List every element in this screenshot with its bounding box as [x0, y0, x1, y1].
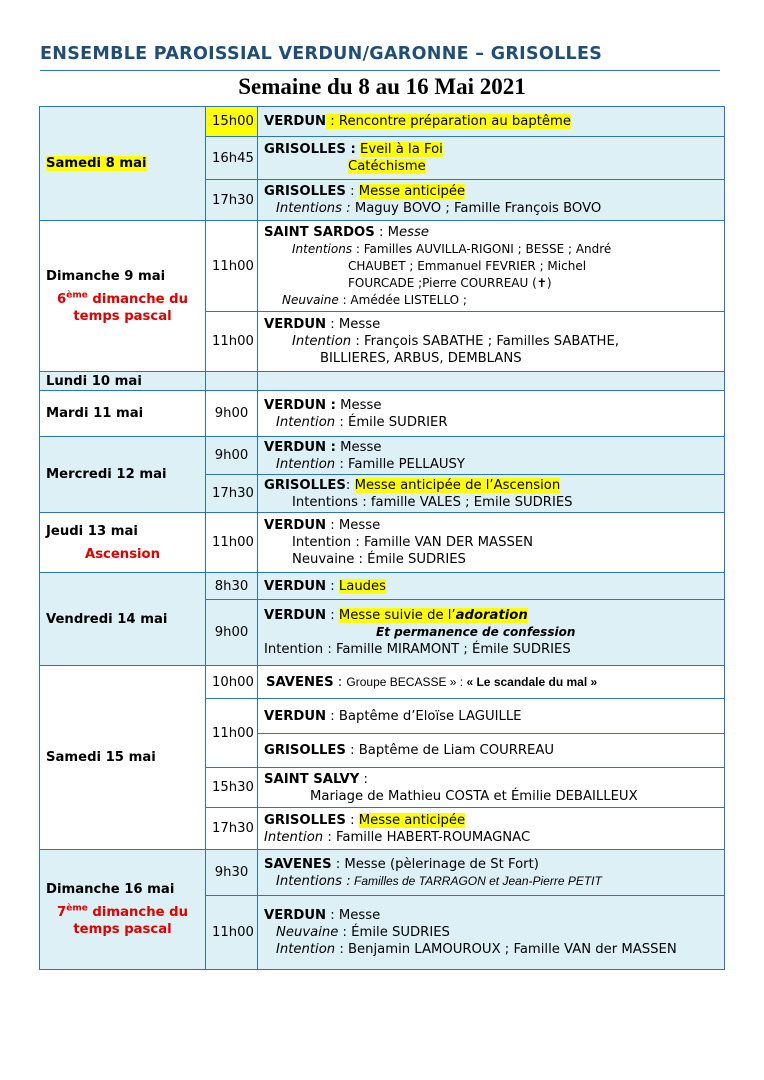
event-text: Messe anticipée	[358, 812, 466, 828]
day-label: Dimanche 9 mai	[46, 268, 166, 284]
intention-label: Intention	[292, 334, 352, 349]
separator: :	[345, 812, 359, 828]
event-place: VERDUN	[264, 908, 327, 923]
separator: : M	[374, 224, 399, 240]
time-cell: 9h00	[206, 437, 258, 475]
feast-label: temps pascal	[73, 308, 172, 324]
day-label: Samedi 8 mai	[46, 156, 147, 171]
feast-label: temps pascal	[73, 922, 172, 937]
event-place: VERDUN	[264, 114, 327, 129]
intention-text: Intention : Famille MIRAMONT ; Émile SUDRIES	[264, 642, 571, 657]
event-text: : Baptême d’Eloïse LAGUILLE	[326, 708, 522, 724]
intention-label: Intentions :	[276, 873, 351, 889]
event-text: : Messe	[326, 908, 381, 923]
time-cell: 9h00	[206, 600, 258, 666]
event-text: Mariage de Mathieu COSTA et Émilie DEBAILLEUX	[310, 788, 638, 804]
event-cell	[258, 312, 725, 372]
time-cell: 15h00	[206, 107, 258, 137]
feast-text: dimanche du	[87, 905, 188, 920]
time-cell: 11h00	[206, 896, 258, 970]
event-cell	[258, 734, 725, 768]
event-cell	[258, 180, 725, 221]
event-cell	[258, 137, 725, 180]
table-row	[40, 372, 725, 391]
event-text: : Messe	[326, 317, 381, 332]
event-cell	[258, 896, 725, 970]
event-text: adoration	[455, 608, 528, 623]
event-text: Groupe BECASSE » :	[346, 674, 467, 689]
day-cell	[40, 107, 206, 221]
feast-text: dimanche du	[87, 291, 188, 307]
event-place: VERDUN	[264, 578, 327, 594]
event-place: VERDUN	[264, 608, 327, 623]
table-row	[40, 573, 725, 600]
event-cell	[258, 768, 725, 808]
table-row	[40, 107, 725, 137]
table-row	[40, 666, 725, 699]
intention-text: BILLIERES, ARBUS, DEMBLANS	[320, 351, 522, 366]
schedule-table	[39, 106, 725, 970]
separator: :	[326, 608, 339, 623]
neuvaine-label: Neuvaine	[276, 925, 339, 940]
event-text: Messe	[335, 397, 382, 413]
day-cell	[40, 391, 206, 437]
time-cell: 11h00	[206, 513, 258, 573]
week-title: Semaine du 8 au 16 Mai 2021	[238, 74, 526, 99]
event-place: SAVENES	[266, 674, 334, 690]
event-place: VERDUN :	[264, 397, 336, 413]
time-cell: 11h00	[206, 312, 258, 372]
intention-text: Intentions : famille VALES ; Emile SUDRIES	[292, 494, 573, 510]
intention-text: Intention : Famille VAN DER MASSEN	[292, 535, 534, 550]
event-cell	[258, 600, 725, 666]
intention-label: Intention	[264, 829, 324, 845]
event-text: Eveil à la Foi	[359, 142, 443, 157]
intention-text: Maguy BOVO ; Famille François BOVO	[350, 201, 602, 216]
event-place: VERDUN	[264, 518, 327, 533]
event-cell	[258, 221, 725, 312]
event-place: GRISOLLES :	[264, 142, 356, 157]
day-cell	[40, 850, 206, 970]
feast-sup: ème	[66, 903, 88, 914]
table-row	[40, 391, 725, 437]
event-cell	[258, 573, 725, 600]
intention-label: Intention	[276, 414, 336, 430]
feast-sup: ème	[66, 290, 88, 301]
day-cell	[40, 437, 206, 513]
feast-number: 6	[57, 291, 67, 307]
parish-header	[40, 44, 720, 64]
event-place: GRISOLLES	[264, 812, 346, 828]
intention-text: : Famille PELLAUSY	[335, 456, 465, 472]
confession-text: Et permanence de confession	[376, 625, 576, 639]
time-cell: 16h45	[206, 137, 258, 180]
day-cell	[40, 372, 206, 391]
time-cell: 11h00	[206, 221, 258, 312]
day-label: Dimanche 16 mai	[46, 882, 175, 897]
intention-text: : Famille HABERT-ROUMAGNAC	[323, 829, 531, 845]
separator: :	[326, 578, 339, 594]
event-place: SAVENES	[264, 856, 332, 872]
neuvaine-text: : Amédée LISTELLO ;	[338, 292, 467, 307]
event-cell	[258, 391, 725, 437]
table-row	[40, 221, 725, 312]
event-text: Messe anticipée	[358, 184, 466, 199]
event-cell	[258, 475, 725, 513]
event-text: Messe anticipée de l’Ascension	[354, 477, 561, 493]
intention-text: : Benjamin LAMOUROUX ; Famille VAN der MASSEN	[335, 942, 677, 957]
day-label: Mardi 11 mai	[46, 406, 144, 421]
event-place: SAINT SARDOS	[264, 224, 375, 240]
event-text: Messe suivie de l’	[338, 608, 456, 623]
neuvaine-text: : Émile SUDRIES	[338, 925, 450, 940]
event-cell	[258, 666, 725, 699]
event-place: VERDUN	[264, 317, 327, 332]
separator: :	[333, 674, 347, 690]
event-cell	[258, 699, 725, 734]
event-cell	[258, 437, 725, 475]
day-label: Samedi 15 mai	[46, 750, 156, 765]
day-label: Lundi 10 mai	[46, 373, 142, 389]
parish-name: ENSEMBLE PAROISSIAL VERDUN/GARONNE – GRISOLLES	[40, 44, 603, 64]
time-cell: 17h30	[206, 475, 258, 513]
time-cell: 9h00	[206, 391, 258, 437]
event-cell	[258, 808, 725, 850]
intention-label: Intentions :	[276, 201, 351, 216]
day-cell	[40, 666, 206, 850]
header-rule	[40, 70, 720, 71]
intention-text: Familles de TARRAGON et Jean-Pierre PETIT	[350, 873, 602, 888]
intention-text: : Familles AUVILLA-RIGONI ; BESSE ; André	[352, 241, 612, 256]
day-label: Mercredi 12 mai	[46, 467, 167, 482]
day-label: Vendredi 14 mai	[46, 611, 168, 627]
table-row	[40, 850, 725, 896]
time-cell: 8h30	[206, 573, 258, 600]
table-row	[40, 513, 725, 573]
event-text: : Baptême de Liam COURREAU	[345, 743, 555, 758]
day-cell	[40, 573, 206, 666]
feast-label	[46, 904, 199, 921]
neuvaine-text: Neuvaine : Émile SUDRIES	[292, 552, 466, 567]
intention-text: CHAUBET ; Emmanuel FEVRIER ; Michel	[348, 258, 587, 273]
separator: :	[345, 477, 355, 493]
day-cell	[40, 513, 206, 573]
neuvaine-label: Neuvaine	[282, 292, 339, 307]
event-text: : Messe	[326, 518, 381, 533]
intention-label: Intention	[276, 942, 336, 957]
day-label: Jeudi 13 mai	[46, 523, 138, 539]
event-text: « Le scandale du mal »	[466, 674, 598, 689]
event-text: Messe	[335, 439, 382, 455]
event-place: VERDUN :	[264, 439, 336, 455]
time-cell	[206, 372, 258, 391]
day-cell	[40, 221, 206, 372]
event-place: SAINT SALVY	[264, 771, 360, 787]
event-cell	[258, 107, 725, 137]
intention-text: : François SABATHE ; Familles SABATHE,	[351, 334, 619, 349]
feast-label: Ascension	[84, 546, 161, 562]
time-cell: 17h30	[206, 808, 258, 850]
intention-label: Intentions	[292, 241, 353, 256]
time-cell: 9h30	[206, 850, 258, 896]
time-cell: 15h30	[206, 768, 258, 808]
table-row	[40, 437, 725, 475]
time-cell: 10h00	[206, 666, 258, 699]
separator: :	[345, 184, 359, 199]
event-place: GRISOLLES	[264, 743, 346, 758]
time-cell: 17h30	[206, 180, 258, 221]
event-cell	[258, 372, 725, 391]
feast-label	[46, 291, 199, 308]
event-place: GRISOLLES	[264, 184, 346, 199]
intention-label: Intention	[276, 456, 336, 472]
event-text: esse	[398, 224, 429, 240]
event-text: : Messe (pèlerinage de St Fort)	[331, 856, 539, 872]
intention-text: FOURCADE ;Pierre COURREAU (✝)	[348, 275, 552, 290]
feast-number: 7	[57, 905, 67, 920]
event-cell	[258, 513, 725, 573]
event-cell	[258, 850, 725, 896]
event-text: Catéchisme	[348, 159, 426, 174]
event-place: VERDUN	[264, 708, 327, 724]
time-cell: 11h00	[206, 699, 258, 768]
intention-text: : Émile SUDRIER	[335, 414, 448, 430]
event-text: Laudes	[338, 578, 387, 594]
event-text: : Rencontre préparation au baptême	[326, 114, 571, 129]
separator: :	[359, 771, 368, 787]
event-place: GRISOLLES	[264, 477, 346, 493]
